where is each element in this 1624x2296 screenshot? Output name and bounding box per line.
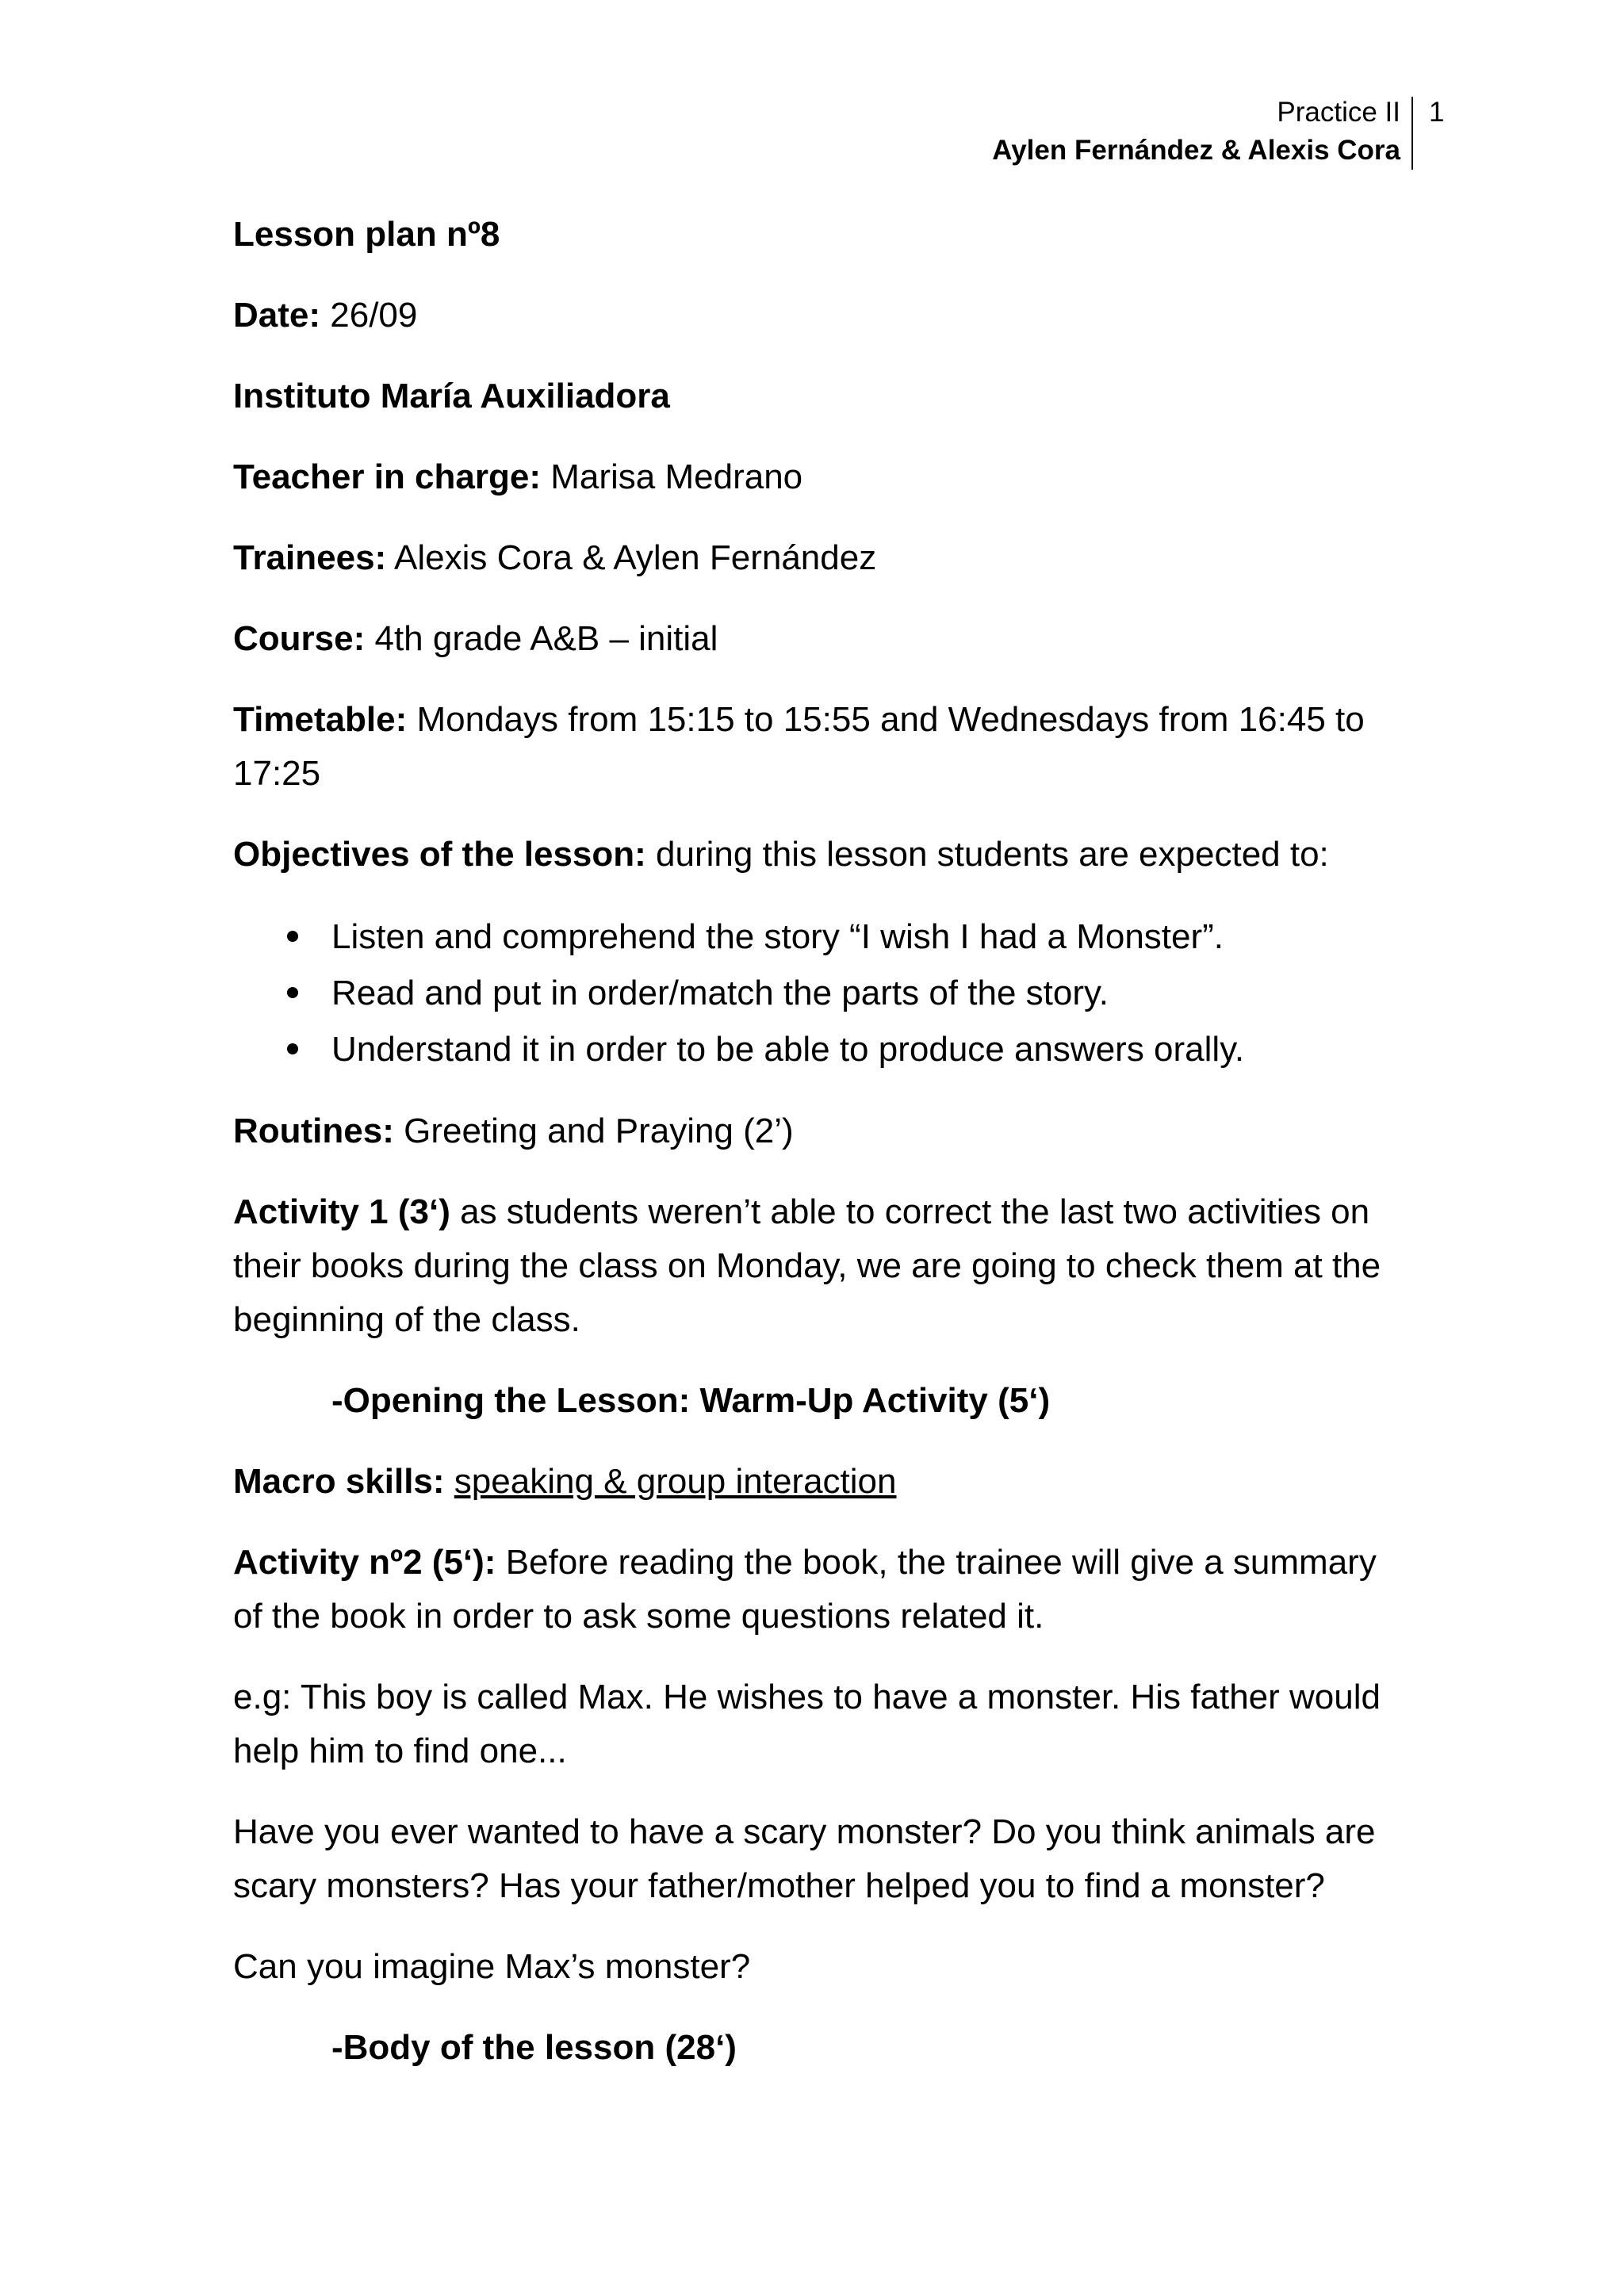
activity2-label: Activity nº2 (5‘): [233,1543,496,1582]
objectives-list [233,909,1415,1077]
list-item [233,909,1415,965]
header-divider [1411,97,1413,170]
lesson-plan-body [233,208,1415,2102]
bullet-icon [287,1043,298,1054]
opening-heading: -Opening the Lesson: Warm-Up Activity (5‘) [331,1381,1051,1420]
page-header [992,94,1400,170]
timetable-label: Timetable: [233,700,408,739]
objective-text: Understand it in order to be able to produce answers orally. [331,1030,1245,1069]
header-authors: Aylen Fernández & Alexis Cora [992,135,1400,166]
timetable-line [233,693,1415,801]
teacher-value: Marisa Medrano [541,457,803,496]
teacher-line [233,450,1415,504]
trainees-line [233,531,1415,585]
timetable-value: Mondays from 15:15 to 15:55 and Wednesdays from 16:45 to 17:25 [233,700,1365,793]
objective-text: Listen and comprehend the story “I wish I had a Monster”. [331,917,1224,956]
teacher-label: Teacher in charge: [233,457,541,496]
macro-skills-label: Macro skills: [233,1462,445,1501]
activity2-text: Before reading the book, the trainee will give a summary of the book in order to ask some questions related it. [233,1543,1377,1636]
course-label: Course: [233,619,366,658]
routines-value: Greeting and Praying (2’) [393,1112,794,1150]
date-label: Date: [233,296,321,335]
activity1-text: as students weren’t able to correct the last two activities on their books during the class on Monday, we are going to check them at the beginning of the class. [233,1192,1381,1339]
objective-text: Read and put in order/match the parts of the story. [331,974,1109,1012]
macro-skills-line [233,1455,1415,1509]
routines-line [233,1104,1415,1158]
questions-paragraph: Have you ever wanted to have a scary monster? Do you think animals are scary monsters? Has your father/mother helped you to find a monster? [233,1812,1376,1905]
list-item [233,965,1415,1021]
body-heading: -Body of the lesson (28‘) [331,2028,737,2067]
header-course: Practice II [1277,97,1400,128]
list-item [233,1021,1415,1077]
lesson-title: Lesson plan nº8 [233,215,500,254]
routines-label: Routines: [233,1112,394,1150]
macro-skills-value: speaking & group interaction [454,1462,897,1501]
date-value: 26/09 [320,296,418,335]
activity2-paragraph [233,1536,1415,1644]
course-line [233,612,1415,666]
trainees-value: Alexis Cora & Aylen Fernández [386,538,877,577]
page-number: 1 [1429,97,1445,128]
bullet-icon [287,931,298,942]
date-line [233,289,1415,342]
objectives-line [233,828,1415,882]
example-paragraph: e.g: This boy is called Max. He wishes to have a monster. His father would help him to find one... [233,1678,1381,1770]
objectives-label: Objectives of the lesson: [233,835,646,874]
objectives-value: during this lesson students are expected to: [645,835,1329,874]
school-name: Instituto María Auxiliadora [233,377,670,415]
course-value: 4th grade A&B – initial [365,619,718,658]
imagine-question: Can you imagine Max’s monster? [233,1947,751,1986]
trainees-label: Trainees: [233,538,387,577]
activity1-paragraph [233,1185,1415,1347]
bullet-icon [287,987,298,998]
activity1-label: Activity 1 (3‘) [233,1192,450,1231]
